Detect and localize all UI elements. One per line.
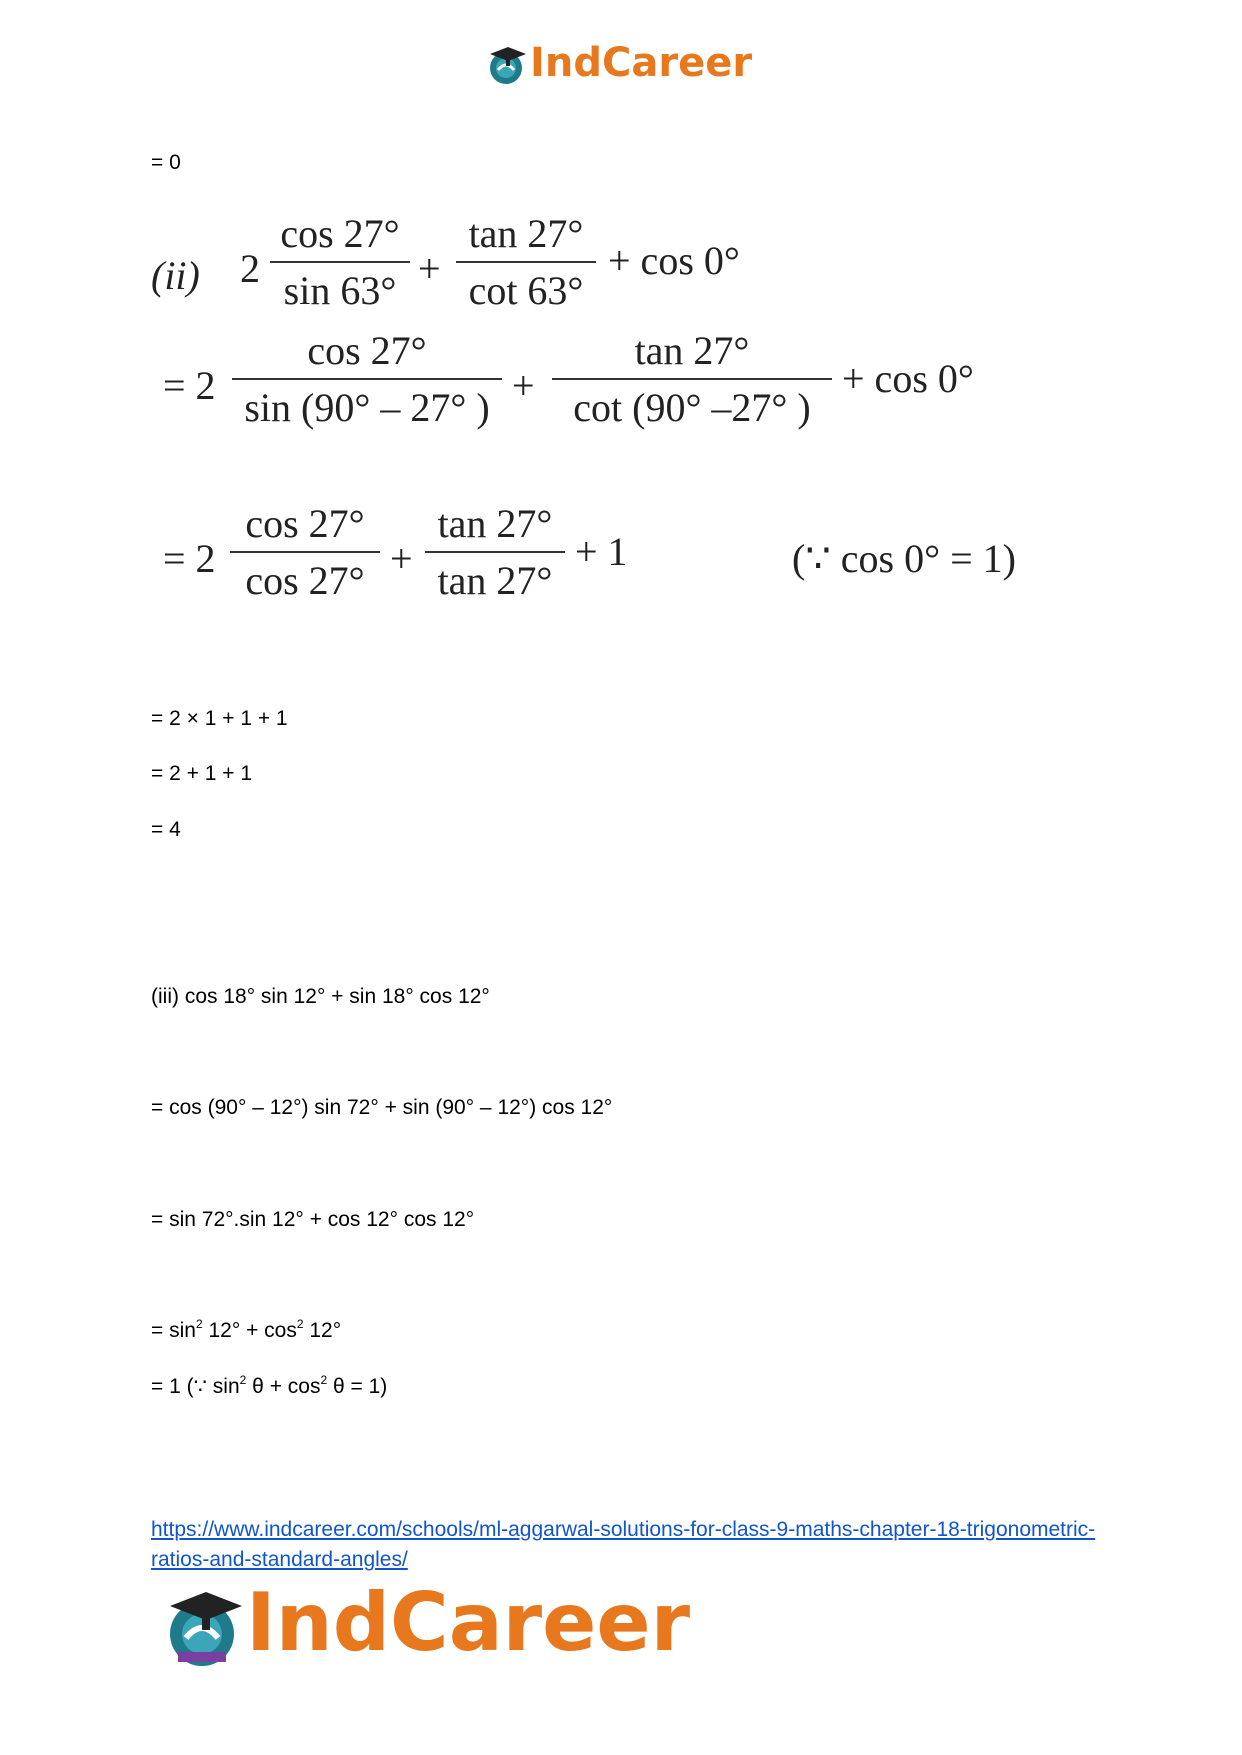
denominator: cot (90° –27° ) <box>573 385 811 430</box>
footer-link[interactable]: https://www.indcareer.com/schools/ml-aggarwal-solutions-for-class-9-maths-chapter-18-trigonometric-ratios-and-standard-angles/ <box>151 1518 1096 1571</box>
text-line-equals-zero: = 0 <box>151 151 181 174</box>
denominator: cos 27° <box>245 558 365 603</box>
exponent: 2 <box>239 1373 247 1387</box>
header-logo-text: IndCareer <box>530 40 753 86</box>
equals-coefficient: = 2 <box>163 536 216 581</box>
header-logo <box>486 40 766 90</box>
segment: θ = 1) <box>327 1375 388 1398</box>
fraction-cos27-cos27 <box>230 500 380 604</box>
exponent: 2 <box>320 1373 328 1387</box>
fraction-bar <box>270 261 410 263</box>
plus-sign: + <box>512 363 535 408</box>
text-line-identity <box>151 1374 387 1399</box>
fraction-bar <box>425 551 565 553</box>
numerator: tan 27° <box>634 328 750 373</box>
fraction-tan27-tan27 <box>425 500 565 604</box>
fraction-bar <box>230 551 380 553</box>
denominator: sin 63° <box>283 268 397 313</box>
tail-term: + cos 0° <box>842 356 974 401</box>
exponent: 2 <box>195 1317 203 1331</box>
numerator: tan 27° <box>468 211 584 256</box>
segment: = 1 (∵ sin <box>151 1375 240 1398</box>
segment: 12° <box>303 1319 342 1342</box>
text-line-sin72: = sin 72°.sin 12° + cos 12° cos 12° <box>151 1208 475 1231</box>
graduation-globe-icon <box>162 1586 246 1670</box>
graduation-globe-icon <box>486 44 528 86</box>
text-line-part-iii: (iii) cos 18° sin 12° + sin 18° cos 12° <box>151 985 490 1008</box>
fraction-bar <box>552 378 832 380</box>
numerator: cos 27° <box>280 211 400 256</box>
part-label: (ii) <box>151 253 200 298</box>
tail-term: + 1 <box>575 529 628 574</box>
numerator: cos 27° <box>307 328 427 373</box>
segment: θ + cos <box>246 1375 321 1398</box>
denominator: cot 63° <box>468 268 584 313</box>
fraction-cos27-sin-complement <box>232 327 502 431</box>
fraction-cos27-sin63 <box>270 210 410 314</box>
coefficient: 2 <box>240 246 260 291</box>
tail-term: + cos 0° <box>608 238 740 283</box>
segment: = sin <box>151 1319 196 1342</box>
plus-sign: + <box>390 536 413 581</box>
numerator: cos 27° <box>245 501 365 546</box>
footer-logo <box>162 1576 722 1677</box>
equals-coefficient: = 2 <box>163 363 216 408</box>
fraction-bar <box>232 378 502 380</box>
footer-logo-text: IndCareer <box>246 1576 691 1669</box>
fraction-bar <box>456 261 596 263</box>
denominator: tan 27° <box>437 558 553 603</box>
text-line-sin2-cos2 <box>151 1319 341 1343</box>
reason-note: (∵ cos 0° = 1) <box>792 536 1016 581</box>
denominator: sin (90° – 27° ) <box>244 385 490 430</box>
numerator: tan 27° <box>437 501 553 546</box>
text-line-2x1: = 2 × 1 + 1 + 1 <box>151 707 288 730</box>
text-line-equals-four: = 4 <box>151 818 181 841</box>
text-line-2plus: = 2 + 1 + 1 <box>151 762 253 785</box>
plus-sign: + <box>418 246 441 291</box>
text-line-complement: = cos (90° – 12°) sin 72° + sin (90° – 12°) cos 12° <box>151 1096 613 1119</box>
fraction-tan27-cot63 <box>456 210 596 314</box>
exponent: 2 <box>296 1317 304 1331</box>
segment: 12° + cos <box>202 1319 297 1342</box>
fraction-tan27-cot-complement <box>552 327 832 431</box>
